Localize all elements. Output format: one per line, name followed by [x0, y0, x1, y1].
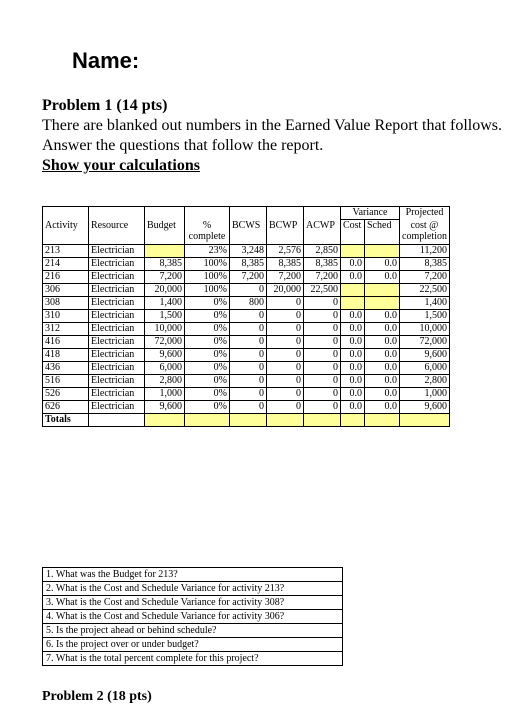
cell-proj: 72,000 [400, 335, 450, 348]
cell-bcws: 0 [230, 309, 267, 322]
col-bcws: BCWS [230, 220, 267, 245]
cell-bcws: 0 [230, 387, 267, 400]
cell-proj: 1,500 [400, 309, 450, 322]
earned-value-report [42, 206, 450, 427]
cell-acwp: 0 [304, 335, 341, 348]
cell-proj: 1,400 [400, 296, 450, 309]
col-activity: Activity [43, 220, 89, 245]
question-item: 5. Is the project ahead or behind schedule? [43, 624, 342, 638]
cell-cost [341, 283, 365, 296]
col-percent-complete: % complete [185, 220, 230, 245]
table-row [43, 309, 450, 322]
problem-1 [42, 96, 502, 176]
cell-resource: Electrician [89, 348, 145, 361]
questions-list [42, 567, 343, 666]
next-problem-title: Problem 2 (18 pts) [42, 689, 152, 704]
cell-budget: 1,500 [145, 309, 185, 322]
cell-bcwp: 7,200 [267, 270, 304, 283]
cell-acwp: 0 [304, 348, 341, 361]
cell-activity: 416 [43, 335, 89, 348]
cell-resource: Electrician [89, 283, 145, 296]
col-sched: Sched [365, 220, 400, 245]
cell-pct: 0% [185, 309, 230, 322]
cell-acwp: 0 [304, 309, 341, 322]
cell-activity: 306 [43, 283, 89, 296]
cell-activity: 626 [43, 400, 89, 413]
cell-cost: 0.0 [341, 257, 365, 270]
table-row [43, 348, 450, 361]
cell-resource: Electrician [89, 322, 145, 335]
cell-pct: 0% [185, 361, 230, 374]
cell-pct: 100% [185, 257, 230, 270]
total-bcwp-cell [267, 413, 304, 426]
total-proj-cell [400, 413, 450, 426]
col-resource: Resource [89, 220, 145, 245]
cell-bcws: 0 [230, 335, 267, 348]
table-row [43, 283, 450, 296]
cell-bcwp: 0 [267, 296, 304, 309]
col-bcwp: BCWP [267, 220, 304, 245]
cell-acwp: 0 [304, 374, 341, 387]
cell-cost: 0.0 [341, 387, 365, 400]
question-item: 3. What is the Cost and Schedule Variance for activity 308? [43, 596, 342, 610]
cell-cost: 0.0 [341, 309, 365, 322]
table-row [43, 270, 450, 283]
cell-activity: 216 [43, 270, 89, 283]
cell-bcwp: 0 [267, 387, 304, 400]
cell-bcws: 8,385 [230, 257, 267, 270]
cell-sched [365, 283, 400, 296]
total-budget-cell [145, 413, 185, 426]
cell-acwp: 0 [304, 361, 341, 374]
cell-sched: 0.0 [365, 270, 400, 283]
cell-acwp: 7,200 [304, 270, 341, 283]
cell-sched: 0.0 [365, 374, 400, 387]
cell-proj: 9,600 [400, 400, 450, 413]
cell-resource: Electrician [89, 335, 145, 348]
cell-pct: 100% [185, 270, 230, 283]
total-pct-cell [185, 413, 230, 426]
table-row [43, 257, 450, 270]
cell-budget: 7,200 [145, 270, 185, 283]
cell-bcwp: 20,000 [267, 283, 304, 296]
variance-header: Variance [341, 207, 400, 220]
cell-proj: 8,385 [400, 257, 450, 270]
cell-resource: Electrician [89, 400, 145, 413]
cell-bcwp: 8,385 [267, 257, 304, 270]
cell-sched [365, 296, 400, 309]
cell-budget: 2,800 [145, 374, 185, 387]
problem-title: Problem 1 (14 pts) [42, 97, 168, 114]
cell-resource: Electrician [89, 374, 145, 387]
cell-acwp: 0 [304, 296, 341, 309]
question-item: 2. What is the Cost and Schedule Variance for activity 213? [43, 582, 342, 596]
cell-proj: 1,000 [400, 387, 450, 400]
total-cost-cell [341, 413, 365, 426]
cell-pct: 0% [185, 387, 230, 400]
cell-pct: 0% [185, 322, 230, 335]
cell-acwp: 0 [304, 322, 341, 335]
cell-proj: 9,600 [400, 348, 450, 361]
question-item: 4. What is the Cost and Schedule Variance for activity 306? [43, 610, 342, 624]
name-label: Name: [72, 48, 140, 73]
cell-acwp: 8,385 [304, 257, 341, 270]
show-calculations-note: Show your calculations [42, 157, 200, 174]
col-projected-cost: cost @ completion [400, 220, 450, 245]
cell-resource: Electrician [89, 257, 145, 270]
cell-budget: 10,000 [145, 322, 185, 335]
cell-resource: Electrician [89, 270, 145, 283]
cell-sched: 0.0 [365, 322, 400, 335]
cell-resource: Electrician [89, 296, 145, 309]
cell-resource: Electrician [89, 387, 145, 400]
cell-bcws: 0 [230, 348, 267, 361]
cell-proj: 11,200 [400, 244, 450, 257]
cell-cost: 0.0 [341, 322, 365, 335]
cell-budget: 20,000 [145, 283, 185, 296]
cell-bcws: 800 [230, 296, 267, 309]
cell-acwp: 0 [304, 387, 341, 400]
cell-bcws: 0 [230, 283, 267, 296]
cell-pct: 100% [185, 283, 230, 296]
cell-bcws: 0 [230, 361, 267, 374]
table-row [43, 374, 450, 387]
cell-bcwp: 0 [267, 348, 304, 361]
cell-sched [365, 244, 400, 257]
question-item: 1. What was the Budget for 213? [43, 568, 342, 582]
cell-proj: 7,200 [400, 270, 450, 283]
question-item: 7. What is the total percent complete for this project? [46, 653, 259, 664]
totals-row [43, 413, 450, 426]
table-row [43, 400, 450, 413]
cell-bcwp: 0 [267, 374, 304, 387]
cell-activity: 436 [43, 361, 89, 374]
cell-bcws: 7,200 [230, 270, 267, 283]
cell-budget [145, 244, 185, 257]
col-budget: Budget [145, 220, 185, 245]
cell-pct: 0% [185, 348, 230, 361]
cell-bcws: 0 [230, 400, 267, 413]
col-cost: Cost [341, 220, 365, 245]
table-row [43, 296, 450, 309]
cell-sched: 0.0 [365, 400, 400, 413]
col-acwp: ACWP [304, 220, 341, 245]
total-sched-cell [365, 413, 400, 426]
cell-pct: 0% [185, 400, 230, 413]
cell-resource: Electrician [89, 244, 145, 257]
cell-sched: 0.0 [365, 257, 400, 270]
cell-bcwp: 0 [267, 322, 304, 335]
cell-bcwp: 2,576 [267, 244, 304, 257]
cell-acwp: 2,850 [304, 244, 341, 257]
cell-cost: 0.0 [341, 400, 365, 413]
cell-bcws: 0 [230, 374, 267, 387]
problem-text: There are blanked out numbers in the Earned Value Report that follows. Answer the questions that follow the report. [42, 117, 503, 154]
cell-bcwp: 0 [267, 335, 304, 348]
cell-resource: Electrician [89, 309, 145, 322]
cell-activity: 516 [43, 374, 89, 387]
table-row [43, 244, 450, 257]
cell-activity: 213 [43, 244, 89, 257]
cell-activity: 310 [43, 309, 89, 322]
cell-sched: 0.0 [365, 348, 400, 361]
cell-budget: 9,600 [145, 348, 185, 361]
table-row [43, 387, 450, 400]
cell-acwp: 0 [304, 400, 341, 413]
cell-bcwp: 0 [267, 309, 304, 322]
cell-bcws: 0 [230, 322, 267, 335]
cell-cost: 0.0 [341, 270, 365, 283]
cell-budget: 8,385 [145, 257, 185, 270]
cell-cost: 0.0 [341, 335, 365, 348]
cell-cost [341, 296, 365, 309]
cell-cost: 0.0 [341, 348, 365, 361]
cell-activity: 418 [43, 348, 89, 361]
cell-activity: 312 [43, 322, 89, 335]
cell-pct: 0% [185, 374, 230, 387]
cell-proj: 22,500 [400, 283, 450, 296]
cell-cost: 0.0 [341, 361, 365, 374]
cell-budget: 1,000 [145, 387, 185, 400]
cell-pct: 0% [185, 335, 230, 348]
cell-bcwp: 0 [267, 400, 304, 413]
cell-proj: 10,000 [400, 322, 450, 335]
cell-acwp: 22,500 [304, 283, 341, 296]
cell-sched: 0.0 [365, 361, 400, 374]
cell-pct: 23% [185, 244, 230, 257]
cell-cost: 0.0 [341, 374, 365, 387]
cell-budget: 9,600 [145, 400, 185, 413]
cell-proj: 2,800 [400, 374, 450, 387]
cell-activity: 214 [43, 257, 89, 270]
cell-bcws: 3,248 [230, 244, 267, 257]
cell-resource: Electrician [89, 361, 145, 374]
cell-budget: 6,000 [145, 361, 185, 374]
total-bcws-cell [230, 413, 267, 426]
cell-cost [341, 244, 365, 257]
cell-sched: 0.0 [365, 309, 400, 322]
cell-pct: 0% [185, 296, 230, 309]
cell-budget: 1,400 [145, 296, 185, 309]
cell-activity: 526 [43, 387, 89, 400]
cell-bcwp: 0 [267, 361, 304, 374]
table-row [43, 322, 450, 335]
cell-sched: 0.0 [365, 335, 400, 348]
cell-sched: 0.0 [365, 387, 400, 400]
cell-budget: 72,000 [145, 335, 185, 348]
totals-label: Totals [43, 413, 89, 426]
projected-header: Projected [400, 207, 450, 220]
cell-proj: 6,000 [400, 361, 450, 374]
question-item: 6. Is the project over or under budget? [43, 638, 342, 652]
total-acwp-cell [304, 413, 341, 426]
table-row [43, 335, 450, 348]
table-row [43, 361, 450, 374]
cell-activity: 308 [43, 296, 89, 309]
